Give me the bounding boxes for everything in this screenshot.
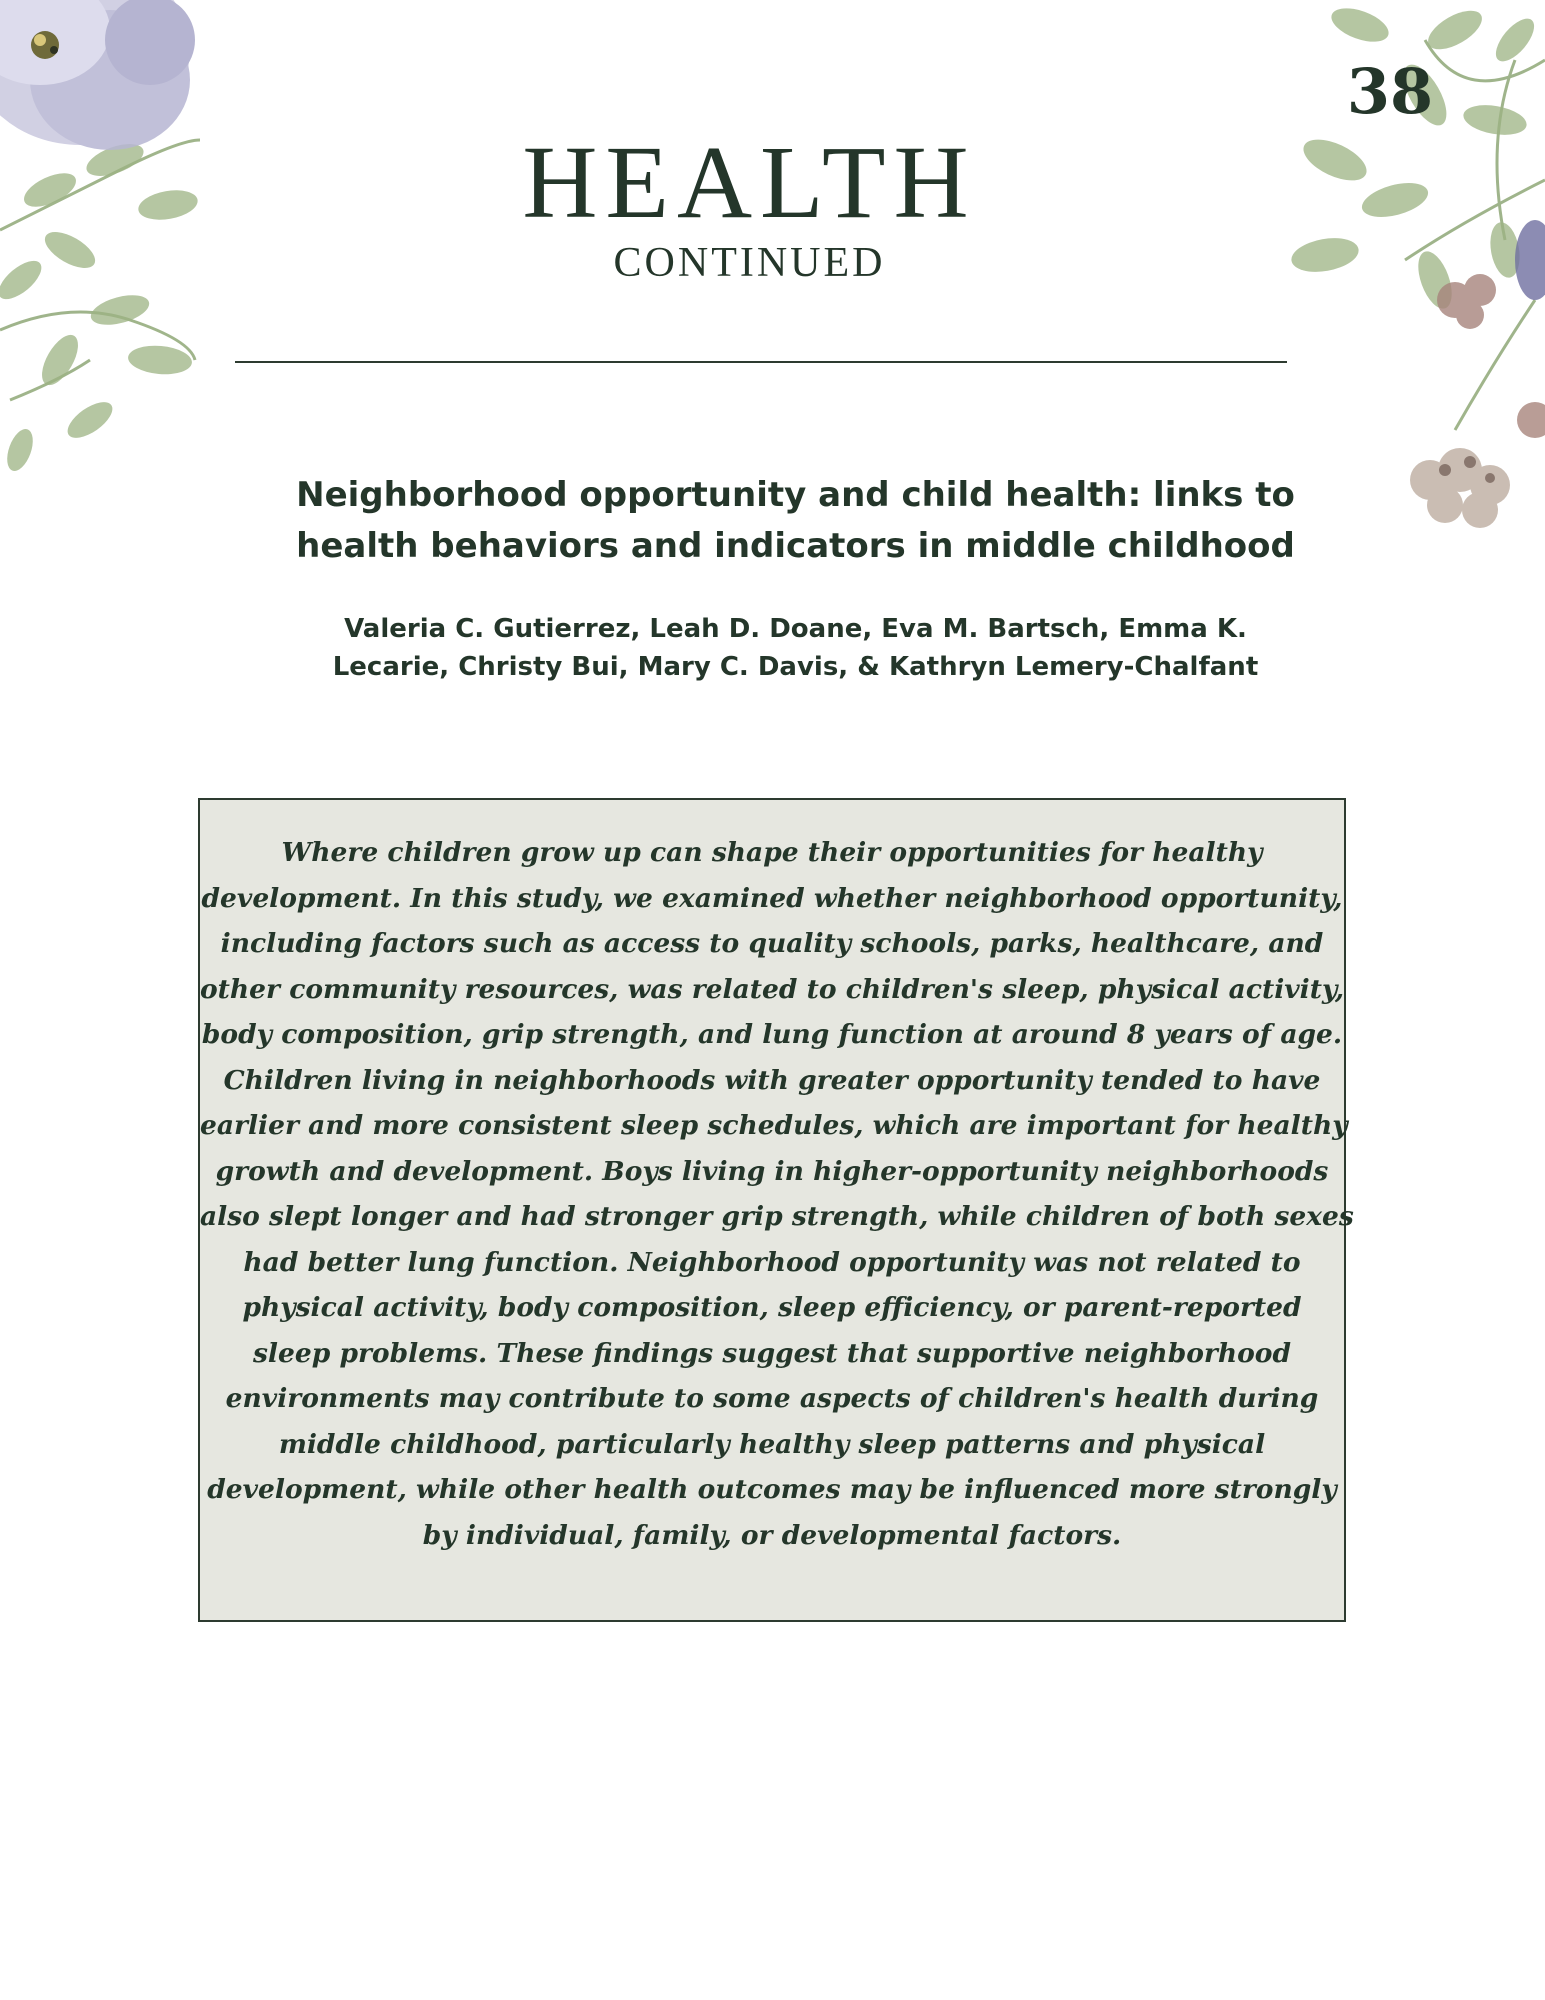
- abstract-line: environments may contribute to some aspects of children's health during: [225, 1383, 1319, 1414]
- abstract-line: sleep problems. These findings suggest that supportive neighborhood: [252, 1337, 1292, 1369]
- article-title: [0, 470, 1545, 572]
- abstract-line: by individual, family, or developmental factors.: [422, 1519, 1122, 1551]
- abstract-line: development. In this study, we examined whether neighborhood opportunity,: [201, 882, 1343, 914]
- abstract-box: [198, 798, 1354, 1622]
- abstract-line: Children living in neighborhoods with greater opportunity tended to have: [223, 1064, 1321, 1096]
- article-title-line: health behaviors and indicators in middle childhood: [296, 526, 1295, 566]
- abstract-line: also slept longer and had stronger grip strength, while children of both sexes: [200, 1201, 1354, 1232]
- section-title: HEALTH: [522, 125, 977, 240]
- section-subtitle: CONTINUED: [613, 240, 886, 286]
- abstract-line: growth and development. Boys living in higher-opportunity neighborhoods: [215, 1155, 1329, 1187]
- article-authors: [0, 610, 1545, 686]
- abstract-line: Where children grow up can shape their opportunities for healthy: [281, 837, 1263, 868]
- page-number: 38: [1346, 55, 1434, 128]
- abstract-line: body composition, grip strength, and lung function at around 8 years of age.: [201, 1019, 1343, 1050]
- article-title-line: Neighborhood opportunity and child health: links to: [296, 475, 1295, 515]
- section-divider: [235, 361, 1287, 363]
- abstract-line: middle childhood, particularly healthy sleep patterns and physical: [278, 1428, 1266, 1460]
- abstract-line: earlier and more consistent sleep schedules, which are important for healthy: [200, 1110, 1348, 1141]
- authors-line: Lecarie, Christy Bui, Mary C. Davis, & Kathryn Lemery-Chalfant: [332, 652, 1259, 682]
- section-heading: [0, 125, 1545, 288]
- authors-line: Valeria C. Gutierrez, Leah D. Doane, Eva M. Bartsch, Emma K.: [344, 614, 1247, 644]
- abstract-line: including factors such as access to quality schools, parks, healthcare, and: [220, 928, 1324, 959]
- abstract-line: development, while other health outcomes may be influenced more strongly: [207, 1474, 1337, 1505]
- abstract-line: other community resources, was related to children's sleep, physical activity,: [200, 973, 1345, 1005]
- abstract-line: physical activity, body composition, sleep efficiency, or parent-reported: [242, 1292, 1302, 1323]
- abstract-line: had better lung function. Neighborhood opportunity was not related to: [243, 1246, 1301, 1278]
